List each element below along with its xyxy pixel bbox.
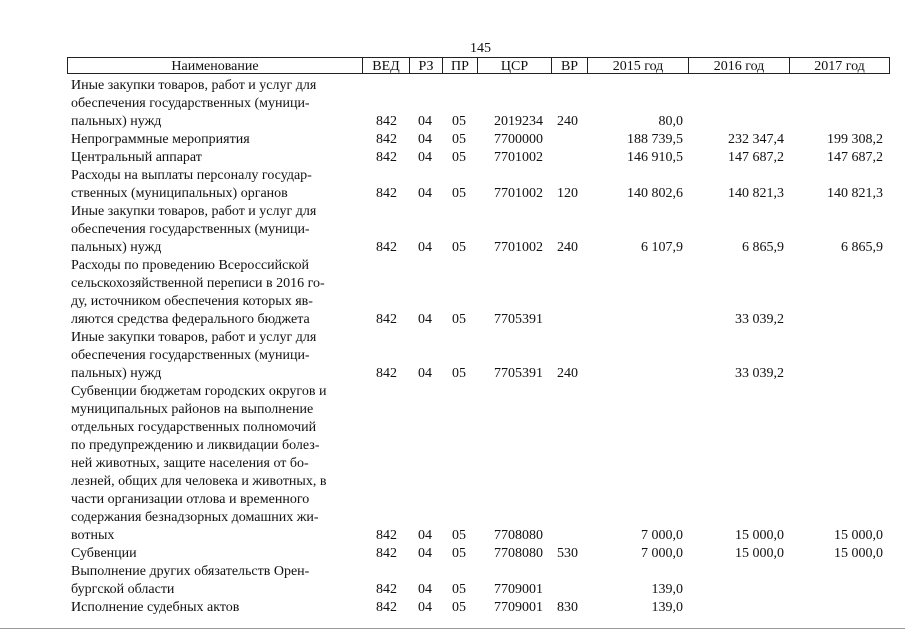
table-row: [0, 203, 905, 257]
row-name-line: лезней, общих для человека и животных, в: [71, 474, 327, 489]
cell-pr: 05: [452, 114, 466, 129]
header-csr: ЦСР: [477, 57, 551, 74]
cell-ved: 842: [376, 114, 397, 129]
cell-2015: 139,0: [651, 582, 683, 597]
cell-2016: 140 821,3: [728, 186, 784, 201]
cell-2016: 232 347,4: [728, 132, 784, 147]
row-name: [71, 77, 371, 131]
cell-vr: 240: [557, 114, 578, 129]
row-name-line: ляются средства федерального бюджета: [71, 312, 310, 327]
cell-2017: 147 687,2: [827, 150, 883, 165]
cell-vr: 240: [557, 366, 578, 381]
table-row: [0, 383, 905, 545]
cell-pr: 05: [452, 582, 466, 597]
cell-ved: 842: [376, 546, 397, 561]
cell-csr: 7701002: [494, 186, 543, 201]
cell-ved: 842: [376, 528, 397, 543]
cell-vr: 240: [557, 240, 578, 255]
cell-2016: 33 039,2: [735, 366, 784, 381]
row-name-line: Расходы по проведению Всероссийской: [71, 258, 309, 273]
cell-csr: 7705391: [494, 312, 543, 327]
cell-2015: 188 739,5: [627, 132, 683, 147]
row-name-line: отдельных государственных полномочий: [71, 420, 317, 435]
scan-edge-line: [0, 628, 905, 629]
cell-rz: 04: [418, 150, 432, 165]
cell-2015: 80,0: [658, 114, 683, 129]
header-2016: 2016 год: [688, 57, 789, 74]
cell-ved: 842: [376, 600, 397, 615]
cell-pr: 05: [452, 240, 466, 255]
header-pr: ПР: [442, 57, 477, 74]
cell-ved: 842: [376, 366, 397, 381]
cell-rz: 04: [418, 186, 432, 201]
row-name-line: Центральный аппарат: [71, 150, 202, 165]
cell-csr: 7708080: [494, 546, 543, 561]
row-name-line: обеспечения государственных (муници-: [71, 96, 310, 111]
cell-pr: 05: [452, 366, 466, 381]
row-name-line: ней животных, защите населения от бо-: [71, 456, 309, 471]
cell-pr: 05: [452, 600, 466, 615]
cell-pr: 05: [452, 150, 466, 165]
row-name: [71, 545, 371, 563]
row-name: [71, 149, 371, 167]
row-name: [71, 383, 371, 545]
table-row: [0, 545, 905, 563]
cell-csr: 7701002: [494, 240, 543, 255]
cell-2015: 140 802,6: [627, 186, 683, 201]
cell-2016: 33 039,2: [735, 312, 784, 327]
cell-csr: 7709001: [494, 582, 543, 597]
cell-rz: 04: [418, 312, 432, 327]
cell-pr: 05: [452, 546, 466, 561]
cell-ved: 842: [376, 186, 397, 201]
row-name-line: Иные закупки товаров, работ и услуг для: [71, 330, 317, 345]
cell-pr: 05: [452, 186, 466, 201]
row-name-line: Выполнение других обязательств Орен-: [71, 564, 310, 579]
cell-2017: 15 000,0: [834, 528, 883, 543]
cell-ved: 842: [376, 312, 397, 327]
row-name: [71, 167, 371, 203]
cell-csr: 2019234: [494, 114, 543, 129]
row-name-line: ду, источником обеспечения которых яв-: [71, 294, 313, 309]
cell-2016: 15 000,0: [735, 528, 784, 543]
cell-2016: 15 000,0: [735, 546, 784, 561]
table-row: [0, 167, 905, 203]
row-name: [71, 203, 371, 257]
header-rz: РЗ: [409, 57, 442, 74]
cell-2017: 199 308,2: [827, 132, 883, 147]
cell-2015: 7 000,0: [641, 528, 683, 543]
cell-ved: 842: [376, 150, 397, 165]
row-name-line: обеспечения государственных (муници-: [71, 348, 310, 363]
table-row: [0, 599, 905, 617]
cell-rz: 04: [418, 366, 432, 381]
cell-csr: 7709001: [494, 600, 543, 615]
row-name-line: пальных) нужд: [71, 114, 162, 129]
row-name-line: Иные закупки товаров, работ и услуг для: [71, 204, 317, 219]
cell-pr: 05: [452, 528, 466, 543]
cell-rz: 04: [418, 582, 432, 597]
cell-2015: 7 000,0: [641, 546, 683, 561]
row-name-line: обеспечения государственных (муници-: [71, 222, 310, 237]
cell-rz: 04: [418, 114, 432, 129]
cell-vr: 120: [557, 186, 578, 201]
cell-2016: 6 865,9: [742, 240, 784, 255]
header-2015: 2015 год: [587, 57, 688, 74]
row-name-line: по предупреждению и ликвидации болез-: [71, 438, 320, 453]
row-name-line: ственных (муниципальных) органов: [71, 186, 288, 201]
row-name-line: вотных: [71, 528, 115, 543]
cell-pr: 05: [452, 312, 466, 327]
row-name: [71, 257, 371, 329]
cell-2017: 140 821,3: [827, 186, 883, 201]
header-2017: 2017 год: [789, 57, 890, 74]
cell-rz: 04: [418, 240, 432, 255]
cell-2015: 146 910,5: [627, 150, 683, 165]
cell-2015: 6 107,9: [641, 240, 683, 255]
cell-rz: 04: [418, 546, 432, 561]
row-name-line: бургской области: [71, 582, 175, 597]
table-row: [0, 257, 905, 329]
row-name: [71, 563, 371, 599]
row-name: [71, 131, 371, 149]
row-name-line: части организации отлова и временного: [71, 492, 310, 507]
cell-ved: 842: [376, 132, 397, 147]
header-name: Наименование: [67, 57, 362, 74]
cell-2017: 6 865,9: [841, 240, 883, 255]
table-row: [0, 149, 905, 167]
row-name-line: сельскохозяйственной переписи в 2016 го-: [71, 276, 325, 291]
cell-csr: 7708080: [494, 528, 543, 543]
cell-2016: 147 687,2: [728, 150, 784, 165]
row-name-line: пальных) нужд: [71, 240, 162, 255]
cell-ved: 842: [376, 240, 397, 255]
cell-csr: 7701002: [494, 150, 543, 165]
row-name-line: Исполнение судебных актов: [71, 600, 240, 615]
cell-rz: 04: [418, 600, 432, 615]
cell-csr: 7705391: [494, 366, 543, 381]
table-row: [0, 563, 905, 599]
table-row: [0, 131, 905, 149]
row-name-line: Субвенции бюджетам городских округов и: [71, 384, 327, 399]
header-vr: ВР: [551, 57, 587, 74]
cell-ved: 842: [376, 582, 397, 597]
row-name-line: Расходы на выплаты персоналу государ-: [71, 168, 312, 183]
header-ved: ВЕД: [362, 57, 409, 74]
cell-2017: 15 000,0: [834, 546, 883, 561]
row-name-line: муниципальных районов на выполнение: [71, 402, 314, 417]
row-name-line: содержания безнадзорных домашних жи-: [71, 510, 319, 525]
cell-pr: 05: [452, 132, 466, 147]
page-number: 145: [470, 41, 491, 56]
row-name: [71, 329, 371, 383]
row-name-line: пальных) нужд: [71, 366, 162, 381]
cell-vr: 530: [557, 546, 578, 561]
row-name-line: Иные закупки товаров, работ и услуг для: [71, 78, 317, 93]
row-name-line: Субвенции: [71, 546, 137, 561]
table-row: [0, 77, 905, 131]
cell-rz: 04: [418, 132, 432, 147]
cell-rz: 04: [418, 528, 432, 543]
cell-2015: 139,0: [651, 600, 683, 615]
row-name: [71, 599, 371, 617]
cell-csr: 7700000: [494, 132, 543, 147]
table-row: [0, 329, 905, 383]
cell-vr: 830: [557, 600, 578, 615]
row-name-line: Непрограммные мероприятия: [71, 132, 250, 147]
